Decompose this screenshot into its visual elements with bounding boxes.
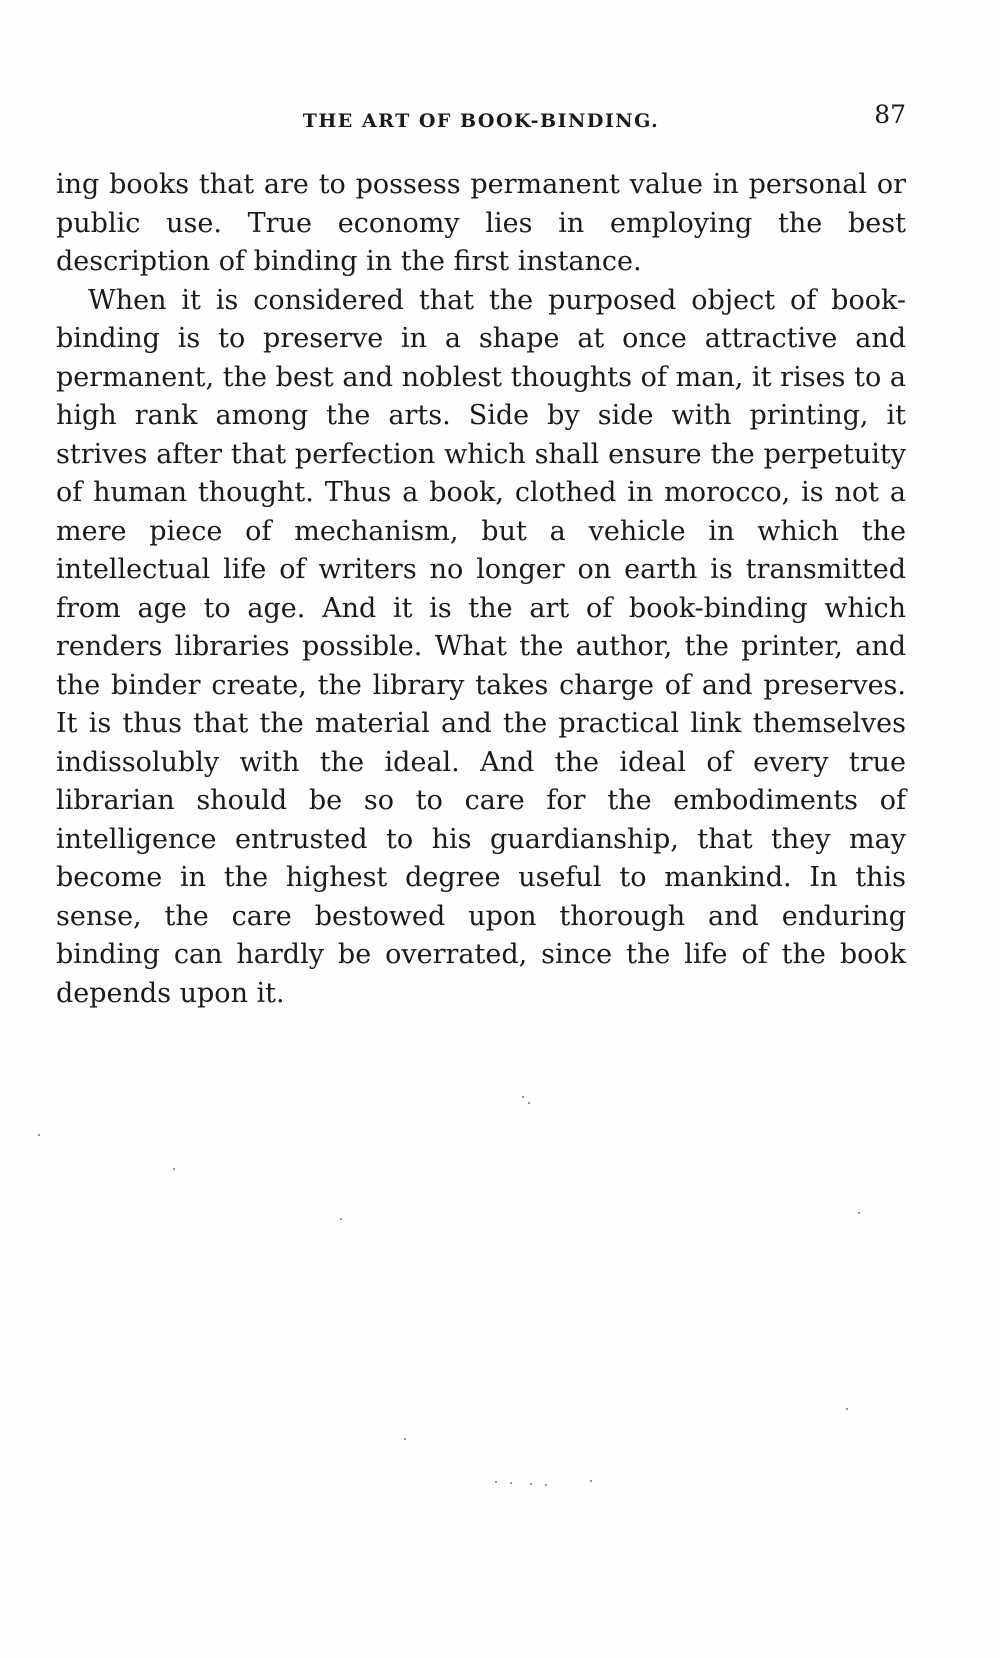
speck [404, 1438, 406, 1440]
speck [545, 1484, 547, 1486]
body-text [56, 166, 906, 1013]
speck [38, 1134, 40, 1136]
running-head [56, 100, 906, 140]
speck [495, 1481, 497, 1483]
page-number: 87 [874, 100, 906, 129]
speck [173, 1168, 175, 1170]
speck [590, 1480, 592, 1482]
running-title: THE ART OF BOOK-BINDING. [302, 110, 660, 132]
speck [858, 1212, 860, 1214]
speck [846, 1408, 848, 1410]
speck [340, 1218, 342, 1220]
speck [522, 1096, 524, 1098]
speck [530, 1483, 532, 1485]
speck [528, 1102, 530, 1104]
speck [510, 1482, 512, 1484]
paragraph-continued: ing books that are to possess permanent value in personal or public use. True economy lies in employing the best description of binding in the first instance. [56, 169, 906, 277]
paragraph: When it is considered that the purposed object of book-binding is to preserve in a shape at once attractive and permanent, the best and noblest thoughts of man, it rises to a high rank among the arts. Side by side with printing, it strives after that perfection which shall ensure the perpetuity of human thought. Thus a book, clothed in morocco, is not a mere piece of mechanism, but a vehicle in which the intellectual life of writers no longer on earth is transmitted from age to age. And it is the art of book-binding which renders libraries possible. What the author, the printer, and the binder create, the library takes charge of and preserves. It is thus that the material and the practical link themselves indissolubly with the ideal. And the ideal of every true librarian should be so to care for the embodiments of intelligence entrusted to his guardianship, that they may become in the highest degree useful to mankind. In this sense, the care bestowed upon thorough and enduring binding can hardly be overrated, since the life of the book depends upon it. [56, 284, 906, 1009]
